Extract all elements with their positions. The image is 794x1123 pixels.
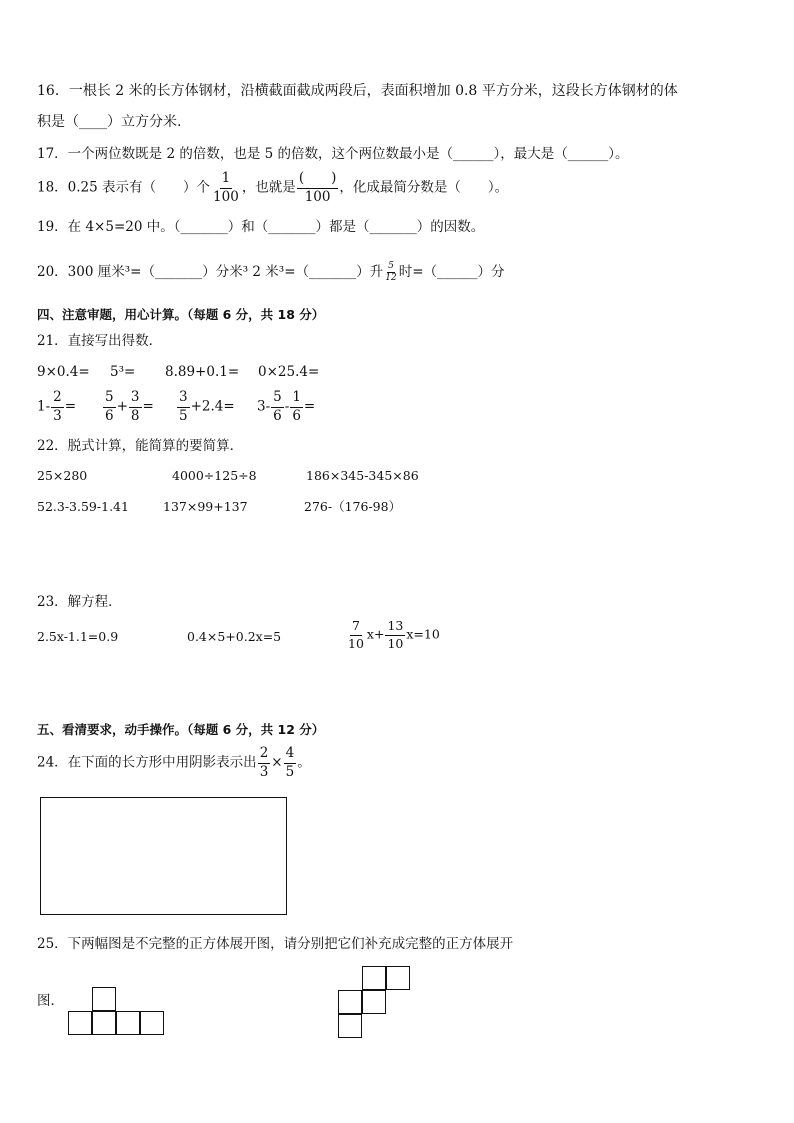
- text: 24．在下面的长方形中用阴影表示出: [37, 754, 257, 771]
- net-square: [140, 1011, 164, 1035]
- q22-expr-2: 4000÷125÷8: [172, 468, 257, 483]
- q22-title: 22．脱式计算，能简算的要简算．: [37, 438, 244, 454]
- denominator: 100: [304, 188, 331, 205]
- numerator: ( ): [297, 172, 339, 189]
- text: =: [64, 398, 77, 415]
- fraction: [385, 620, 405, 650]
- q21-expr-5: [37, 391, 76, 423]
- net-square: [116, 1011, 140, 1035]
- net-square: [92, 987, 116, 1011]
- denominator: 5: [285, 763, 295, 780]
- net-square: [362, 966, 386, 990]
- denominator: 6: [292, 407, 301, 424]
- drawing-rectangle[interactable]: [40, 797, 287, 915]
- operator: +: [116, 398, 128, 415]
- q18-part3: ，化成最简分数是（ ）。: [339, 179, 509, 196]
- q23-title: 23．解方程．: [37, 594, 122, 610]
- numerator: 5: [271, 391, 284, 408]
- q23-equation-3: [345, 620, 440, 650]
- text: 1-: [37, 398, 51, 415]
- q21-title: 21．直接写出得数．: [37, 333, 163, 349]
- numerator: 1: [220, 172, 233, 189]
- operator: -: [284, 398, 290, 415]
- q23-equation-2: 0.4×5+0.2x=5: [187, 629, 282, 644]
- fraction: [51, 391, 64, 423]
- q23-equation-1: 2.5x-1.1=0.9: [37, 629, 119, 644]
- q19-text: 19．在 4×5=20 中。（_______）和（_______）都是（_______）的因数。: [37, 219, 485, 235]
- denominator: 12: [385, 273, 397, 283]
- numerator: 5: [103, 391, 116, 408]
- q16-line1: 16．一根长 2 米的长方体钢材，沿横截面截成两段后，表面积增加 0.8 平方分米，这段长方体钢材的体: [37, 83, 678, 99]
- text: 3-: [257, 398, 271, 415]
- fraction: [177, 391, 190, 423]
- numerator: 2: [258, 747, 271, 764]
- section4-title: 四、注意审题，用心计算。（每题 6 分，共 18 分）: [37, 307, 325, 322]
- q18: [37, 172, 508, 204]
- q25-line2: 图．: [37, 993, 64, 1009]
- fraction: [103, 391, 116, 423]
- q22-expr-5: 137×99+137: [163, 499, 248, 514]
- numerator: 5: [388, 261, 394, 271]
- q17-text: 17．一个两位数既是 2 的倍数，也是 5 的倍数，这个两位数最小是（______），最大是（______）。: [37, 146, 629, 162]
- net-square: [92, 1011, 116, 1035]
- q18-fraction-1: [211, 172, 241, 204]
- denominator: 3: [259, 763, 269, 780]
- fraction: [284, 747, 297, 779]
- net-square: [362, 990, 386, 1014]
- numerator: 1: [290, 391, 303, 408]
- fraction: [346, 620, 366, 650]
- q21-expr-3: 8.89+0.1=: [165, 364, 240, 380]
- numerator: 3: [177, 391, 190, 408]
- numerator: 4: [284, 747, 297, 764]
- denominator: 10: [387, 635, 404, 651]
- q16-line2: 积是（____）立方分米.: [37, 114, 182, 130]
- denominator: 6: [273, 407, 282, 424]
- numerator: 13: [385, 620, 405, 636]
- denominator: 6: [105, 407, 114, 424]
- fraction: [129, 391, 142, 423]
- q24: [37, 747, 311, 779]
- q21-expr-1: 9×0.4=: [37, 364, 90, 380]
- q20-part2: 时=（______）分: [398, 264, 505, 280]
- net-square: [68, 1011, 92, 1035]
- denominator: 100: [213, 188, 239, 205]
- denominator: 8: [130, 407, 140, 424]
- fraction: [258, 747, 271, 779]
- q21-expr-2: 5³=: [110, 364, 136, 380]
- text: =: [303, 398, 316, 415]
- fraction: [271, 391, 284, 423]
- text: +2.4=: [190, 398, 235, 415]
- text: 。: [297, 754, 311, 771]
- net-square: [338, 1014, 362, 1038]
- denominator: 3: [53, 407, 62, 424]
- q20-part1: 20．300 厘米³=（_______）分米³ 2 米³=（_______）升: [37, 264, 384, 280]
- q22-expr-4: 52.3-3.59-1.41: [37, 499, 129, 514]
- numerator: 7: [350, 620, 362, 636]
- q18-part1: 18．0.25 表示有（ ）个: [37, 179, 211, 196]
- q20: [37, 262, 505, 283]
- text: x=10: [406, 626, 440, 642]
- q18-part2: ，也就是: [241, 179, 296, 196]
- operator: ×: [271, 754, 283, 771]
- q21-expr-4: 0×25.4=: [258, 364, 320, 380]
- net-square: [338, 990, 362, 1014]
- q20-fraction: [384, 262, 397, 283]
- q22-expr-1: 25×280: [37, 468, 88, 483]
- denominator: 10: [348, 635, 364, 651]
- denominator: 5: [179, 407, 188, 424]
- q21-expr-8: [257, 391, 315, 423]
- q21-expr-6: [102, 391, 154, 423]
- numerator: 2: [51, 391, 64, 408]
- q21-expr-7: [176, 391, 235, 423]
- q25-line1: 25．下两幅图是不完整的正方体展开图，请分别把它们补充成完整的正方体展开: [37, 936, 514, 952]
- net-square: [386, 966, 410, 990]
- section5-title: 五、看清要求，动手操作。（每题 6 分，共 12 分）: [37, 722, 325, 737]
- numerator: 3: [129, 391, 142, 408]
- text: =: [142, 398, 154, 415]
- fraction: [290, 391, 303, 423]
- text: x+: [366, 626, 385, 642]
- q22-expr-3: 186×345-345×86: [306, 468, 419, 483]
- q22-expr-6: 276-（176-98）: [304, 499, 402, 514]
- q18-fraction-2: [297, 172, 339, 204]
